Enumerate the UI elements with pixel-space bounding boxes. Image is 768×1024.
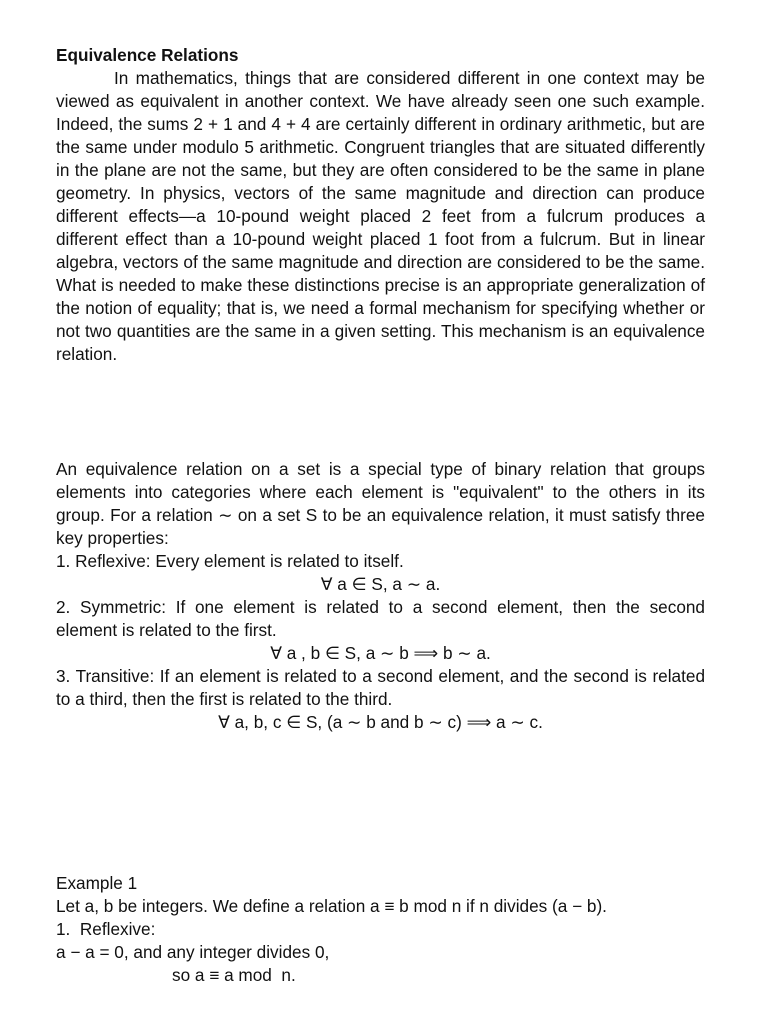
formula-reflexive: ∀ a ∈ S, a ∼ a. — [320, 574, 441, 594]
spacer — [56, 734, 705, 872]
example-step-label: 1. Reflexive: — [56, 919, 156, 939]
example-step-text: a − a = 0, and any integer divides 0, — [56, 942, 330, 962]
document-page — [56, 44, 705, 987]
intro-paragraph: In mathematics, things that are considered different in one context may be viewed as equivalent in another context. We have already seen one such example. Indeed, the sums 2 + 1 and 4 + 4 are certainly different in ordinary arithmetic, but are the same under modulo 5 arithmetic. Congruent triangles that are situated differently in the plane are not the same, but they are often considered to be the same in plane geometry. In physics, vectors of the same magnitude and direction can produce different effects—a 10-pound weight placed 2 feet from a fulcrum produces a different effect than a 10-pound weight placed 1 foot from a fulcrum. But in linear algebra, vectors of the same magnitude and direction are considered to be the same. What is needed to make these distinctions precise is an appropriate generalization of the notion of equality; that is, we need a formal mechanism for specifying whether or not two quantities are the same in a given setting. This mechanism is an equivalence relation. — [56, 68, 705, 364]
property-reflexive: 1. Reflexive: Every element is related to itself. — [56, 551, 404, 571]
formula-symmetric: ∀ a , b ∈ S, a ∼ b ⟹ b ∼ a. — [270, 643, 491, 663]
property-transitive: 3. Transitive: If an element is related to a second element, and the second is related to a third, then the first is related to the third. — [56, 666, 705, 709]
property-symmetric: 2. Symmetric: If one element is related to a second element, then the second element is related to the first. — [56, 597, 705, 640]
example-statement: Let a, b be integers. We define a relation a ≡ b mod n if n divides (a − b). — [56, 896, 607, 916]
spacer — [56, 366, 705, 458]
definition-paragraph: An equivalence relation on a set is a special type of binary relation that groups elements into categories where each element is "equivalent" to the others in its group. For a relation ∼ on a set S to be an equivalence relation, it must satisfy three key properties: — [56, 459, 705, 548]
example-step-formula: so a ≡ a mod n. — [172, 965, 296, 985]
example-heading: Example 1 — [56, 873, 138, 893]
document-title: Equivalence Relations — [56, 45, 239, 65]
formula-transitive: ∀ a, b, c ∈ S, (a ∼ b and b ∼ c) ⟹ a ∼ c. — [218, 712, 543, 732]
